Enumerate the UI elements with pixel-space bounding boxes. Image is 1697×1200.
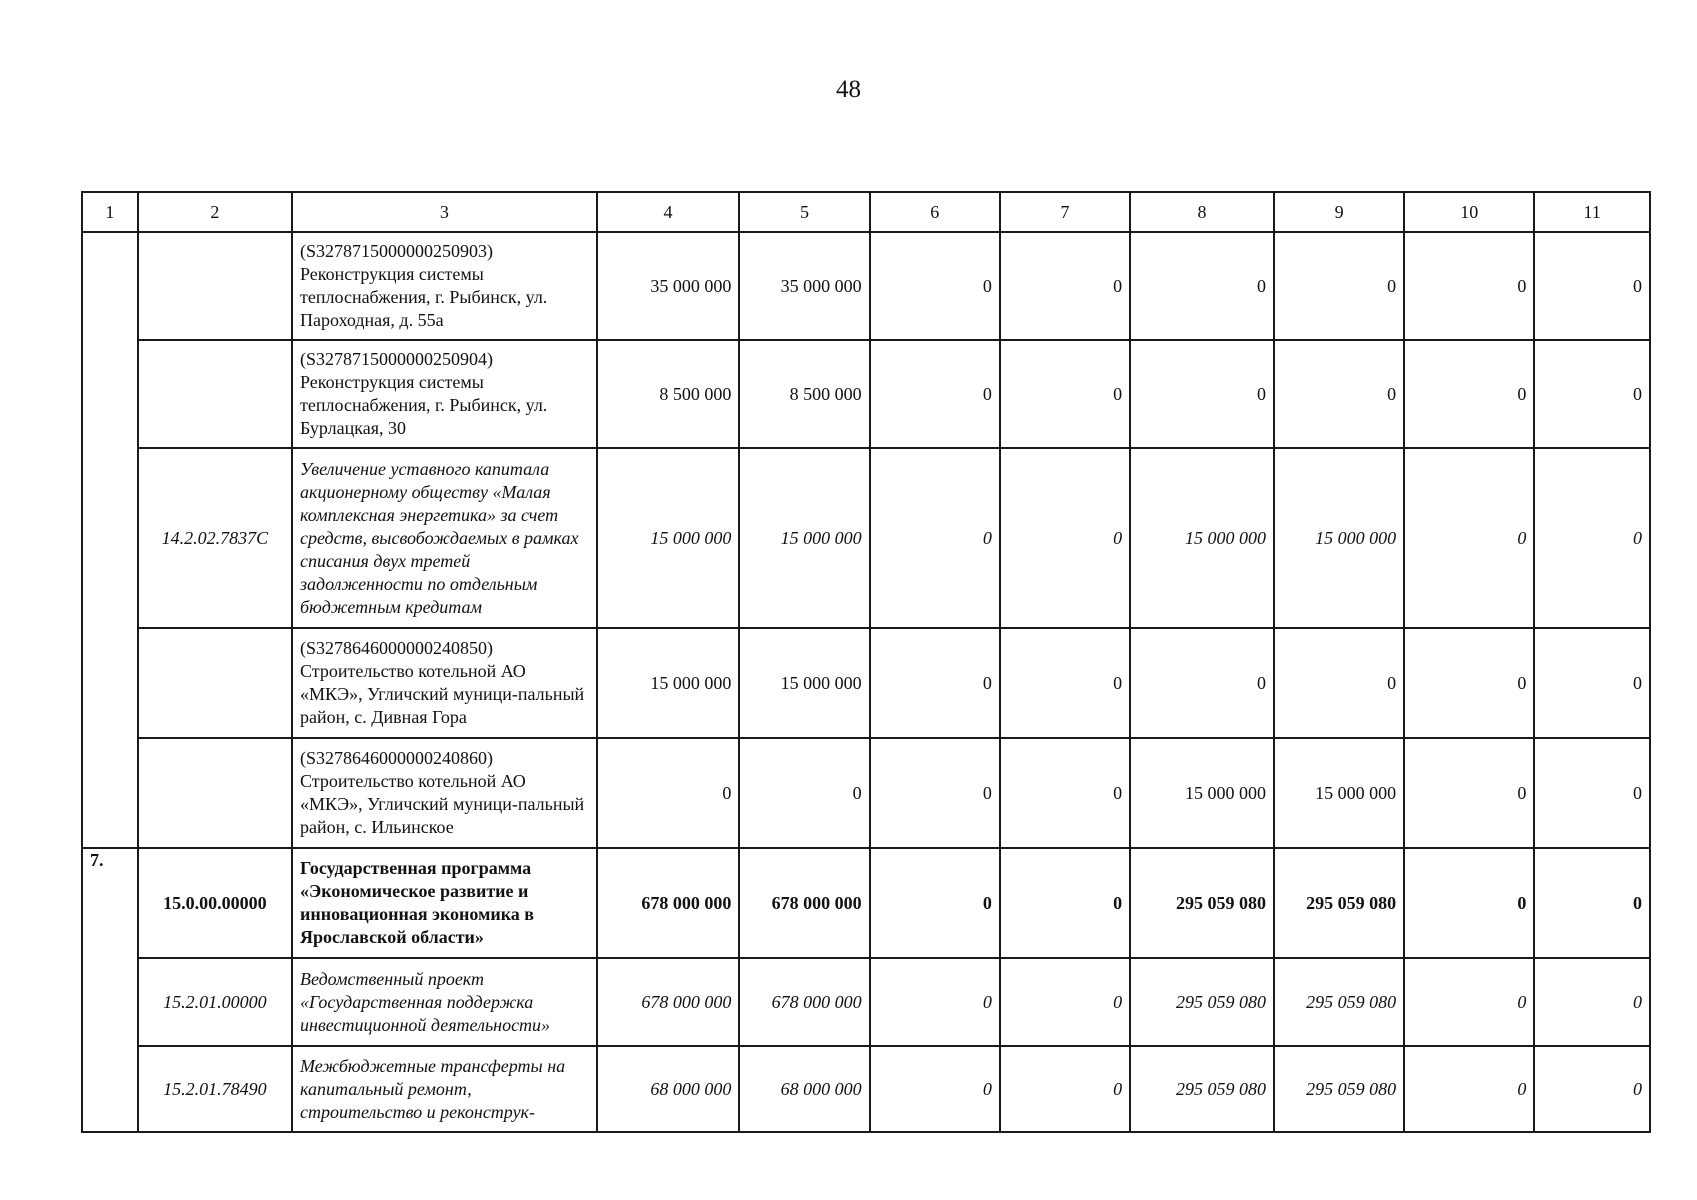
value-cell: 35 000 000	[597, 232, 740, 340]
description-cell: (S3278646000000240860) Строительство котельной АО «МКЭ», Угличский муници-пальный район, с. Ильинское	[292, 738, 597, 848]
code-cell: 15.2.01.00000	[138, 958, 292, 1046]
row-number-cell: 7.	[82, 848, 138, 1132]
header-row	[82, 192, 1650, 232]
value-cell: 15 000 000	[597, 448, 740, 628]
header-col-10: 10	[1404, 192, 1534, 232]
value-cell: 0	[870, 1046, 1000, 1132]
code-cell	[138, 232, 292, 340]
value-cell: 0	[1534, 340, 1650, 448]
value-cell: 0	[1404, 848, 1534, 958]
value-cell: 0	[1000, 848, 1130, 958]
header-col-6: 6	[870, 192, 1000, 232]
value-cell: 0	[597, 738, 740, 848]
header-col-1: 1	[82, 192, 138, 232]
value-cell: 295 059 080	[1130, 848, 1274, 958]
value-cell: 0	[1534, 848, 1650, 958]
value-cell: 0	[739, 738, 869, 848]
value-cell: 0	[870, 232, 1000, 340]
row-number-cell	[82, 232, 138, 848]
header-col-5: 5	[739, 192, 869, 232]
page-number: 48	[836, 76, 861, 103]
value-cell: 0	[1000, 628, 1130, 738]
value-cell: 0	[1274, 628, 1404, 738]
value-cell: 0	[1534, 232, 1650, 340]
description-cell: Увеличение уставного капитала акционерному обществу «Малая комплексная энергетика» за счет средств, высвобождаемых в рамках списания двух третей задолженности по отдельным бюджетным кредитам	[292, 448, 597, 628]
value-cell: 0	[1534, 448, 1650, 628]
value-cell: 678 000 000	[739, 958, 869, 1046]
budget-table	[81, 191, 1651, 1133]
value-cell: 295 059 080	[1130, 958, 1274, 1046]
value-cell: 0	[1404, 340, 1534, 448]
value-cell: 0	[870, 628, 1000, 738]
code-cell: 15.0.00.00000	[138, 848, 292, 958]
table-row	[82, 340, 1650, 448]
value-cell: 295 059 080	[1274, 1046, 1404, 1132]
value-cell: 15 000 000	[597, 628, 740, 738]
table-row	[82, 958, 1650, 1046]
code-cell	[138, 738, 292, 848]
value-cell: 0	[1000, 340, 1130, 448]
value-cell: 15 000 000	[739, 448, 869, 628]
header-col-7: 7	[1000, 192, 1130, 232]
header-col-2: 2	[138, 192, 292, 232]
code-cell	[138, 628, 292, 738]
value-cell: 0	[1000, 738, 1130, 848]
value-cell: 678 000 000	[597, 958, 740, 1046]
value-cell: 0	[870, 448, 1000, 628]
value-cell: 0	[1534, 1046, 1650, 1132]
value-cell: 15 000 000	[1274, 448, 1404, 628]
table-row	[82, 738, 1650, 848]
value-cell: 0	[1534, 628, 1650, 738]
value-cell: 295 059 080	[1274, 958, 1404, 1046]
value-cell: 0	[1534, 958, 1650, 1046]
value-cell: 15 000 000	[1274, 738, 1404, 848]
code-cell: 15.2.01.78490	[138, 1046, 292, 1132]
header-col-8: 8	[1130, 192, 1274, 232]
value-cell: 295 059 080	[1130, 1046, 1274, 1132]
value-cell: 8 500 000	[597, 340, 740, 448]
value-cell: 0	[1000, 448, 1130, 628]
value-cell: 678 000 000	[739, 848, 869, 958]
value-cell: 0	[1404, 628, 1534, 738]
value-cell: 0	[1130, 232, 1274, 340]
value-cell: 0	[1000, 958, 1130, 1046]
value-cell: 0	[1404, 738, 1534, 848]
header-col-4: 4	[597, 192, 740, 232]
value-cell: 0	[1404, 448, 1534, 628]
value-cell: 15 000 000	[1130, 448, 1274, 628]
value-cell: 15 000 000	[739, 628, 869, 738]
value-cell: 15 000 000	[1130, 738, 1274, 848]
value-cell: 0	[1274, 340, 1404, 448]
value-cell: 0	[870, 340, 1000, 448]
header-col-11: 11	[1534, 192, 1650, 232]
description-cell: (S3278715000000250903) Реконструкция системы теплоснабжения, г. Рыбинск, ул. Пароходная, д. 55а	[292, 232, 597, 340]
header-col-3: 3	[292, 192, 597, 232]
value-cell: 0	[1274, 232, 1404, 340]
value-cell: 8 500 000	[739, 340, 869, 448]
table-row	[82, 448, 1650, 628]
value-cell: 0	[1130, 340, 1274, 448]
value-cell: 678 000 000	[597, 848, 740, 958]
value-cell: 68 000 000	[739, 1046, 869, 1132]
value-cell: 0	[1000, 1046, 1130, 1132]
table-row	[82, 232, 1650, 340]
value-cell: 0	[1534, 738, 1650, 848]
value-cell: 295 059 080	[1274, 848, 1404, 958]
value-cell: 68 000 000	[597, 1046, 740, 1132]
code-cell	[138, 340, 292, 448]
value-cell: 0	[870, 738, 1000, 848]
description-cell: Государственная программа «Экономическое развитие и инновационная экономика в Ярославской области»	[292, 848, 597, 958]
value-cell: 35 000 000	[739, 232, 869, 340]
value-cell: 0	[1404, 232, 1534, 340]
header-col-9: 9	[1274, 192, 1404, 232]
description-cell: (S3278715000000250904) Реконструкция системы теплоснабжения, г. Рыбинск, ул. Бурлацкая, 30	[292, 340, 597, 448]
value-cell: 0	[1404, 1046, 1534, 1132]
value-cell: 0	[1130, 628, 1274, 738]
description-cell: Ведомственный проект «Государственная поддержка инвестиционной деятельности»	[292, 958, 597, 1046]
description-cell: Межбюджетные трансферты на капитальный ремонт, строительство и реконструк-	[292, 1046, 597, 1132]
value-cell: 0	[870, 848, 1000, 958]
value-cell: 0	[1404, 958, 1534, 1046]
table-row	[82, 848, 1650, 958]
code-cell: 14.2.02.7837С	[138, 448, 292, 628]
value-cell: 0	[1000, 232, 1130, 340]
table-row	[82, 1046, 1650, 1132]
table-row	[82, 628, 1650, 738]
value-cell: 0	[870, 958, 1000, 1046]
description-cell: (S3278646000000240850) Строительство котельной АО «МКЭ», Угличский муници-пальный район, с. Дивная Гора	[292, 628, 597, 738]
